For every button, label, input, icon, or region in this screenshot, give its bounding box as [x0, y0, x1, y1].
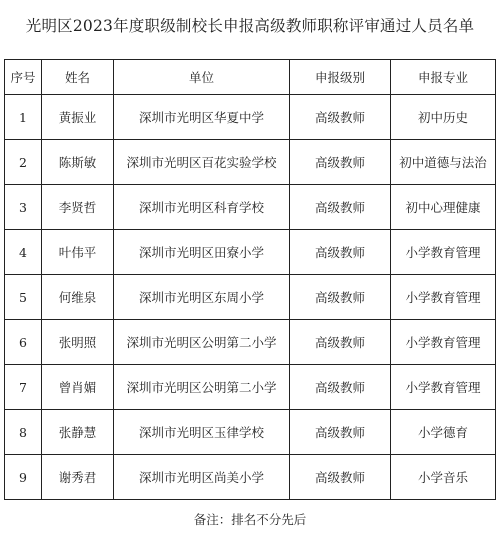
- table-row: [5, 230, 496, 275]
- header-level: 申报级别: [290, 60, 391, 95]
- cell-major: 初中历史: [391, 95, 496, 140]
- cell-name: 张静慧: [42, 410, 114, 455]
- table-row: [5, 95, 496, 140]
- cell-unit: 深圳市光明区华夏中学: [114, 95, 290, 140]
- cell-index: 3: [5, 185, 42, 230]
- cell-name: 张明照: [42, 320, 114, 365]
- cell-major: 小学音乐: [391, 455, 496, 500]
- table-row: [5, 275, 496, 320]
- cell-index: 4: [5, 230, 42, 275]
- header-major: 申报专业: [391, 60, 496, 95]
- cell-level: 高级教师: [290, 230, 391, 275]
- cell-level: 高级教师: [290, 275, 391, 320]
- cell-name: 陈斯敏: [42, 140, 114, 185]
- cell-name: 谢秀君: [42, 455, 114, 500]
- cell-level: 高级教师: [290, 140, 391, 185]
- roster-table: [4, 59, 496, 500]
- cell-unit: 深圳市光明区东周小学: [114, 275, 290, 320]
- table-row: [5, 140, 496, 185]
- cell-major: 小学教育管理: [391, 320, 496, 365]
- cell-major: 小学教育管理: [391, 365, 496, 410]
- table-row: [5, 365, 496, 410]
- cell-level: 高级教师: [290, 410, 391, 455]
- cell-index: 1: [5, 95, 42, 140]
- cell-unit: 深圳市光明区百花实验学校: [114, 140, 290, 185]
- header-index: 序号: [5, 60, 42, 95]
- cell-unit: 深圳市光明区公明第二小学: [114, 365, 290, 410]
- cell-level: 高级教师: [290, 320, 391, 365]
- cell-level: 高级教师: [290, 95, 391, 140]
- cell-name: 何维泉: [42, 275, 114, 320]
- cell-unit: 深圳市光明区玉律学校: [114, 410, 290, 455]
- cell-level: 高级教师: [290, 365, 391, 410]
- cell-unit: 深圳市光明区公明第二小学: [114, 320, 290, 365]
- cell-unit: 深圳市光明区科育学校: [114, 185, 290, 230]
- cell-index: 8: [5, 410, 42, 455]
- table-row: [5, 320, 496, 365]
- cell-index: 2: [5, 140, 42, 185]
- table-row: [5, 455, 496, 500]
- cell-name: 李贤哲: [42, 185, 114, 230]
- footnote: 备注：排名不分先后: [193, 512, 307, 527]
- cell-major: 小学德育: [391, 410, 496, 455]
- cell-major: 小学教育管理: [391, 275, 496, 320]
- header-name: 姓名: [42, 60, 114, 95]
- cell-major: 小学教育管理: [391, 230, 496, 275]
- table-header-row: [5, 60, 496, 95]
- cell-unit: 深圳市光明区尚美小学: [114, 455, 290, 500]
- cell-unit: 深圳市光明区田寮小学: [114, 230, 290, 275]
- header-unit: 单位: [114, 60, 290, 95]
- cell-index: 5: [5, 275, 42, 320]
- cell-name: 叶伟平: [42, 230, 114, 275]
- cell-name: 黄振业: [42, 95, 114, 140]
- cell-index: 9: [5, 455, 42, 500]
- cell-major: 初中道德与法治: [391, 140, 496, 185]
- table-row: [5, 410, 496, 455]
- cell-level: 高级教师: [290, 455, 391, 500]
- cell-index: 6: [5, 320, 42, 365]
- cell-index: 7: [5, 365, 42, 410]
- cell-major: 初中心理健康: [391, 185, 496, 230]
- table-row: [5, 185, 496, 230]
- page-title: 光明区2023年度职级制校长申报高级教师职称评审通过人员名单: [25, 17, 475, 35]
- cell-name: 曾肖媚: [42, 365, 114, 410]
- cell-level: 高级教师: [290, 185, 391, 230]
